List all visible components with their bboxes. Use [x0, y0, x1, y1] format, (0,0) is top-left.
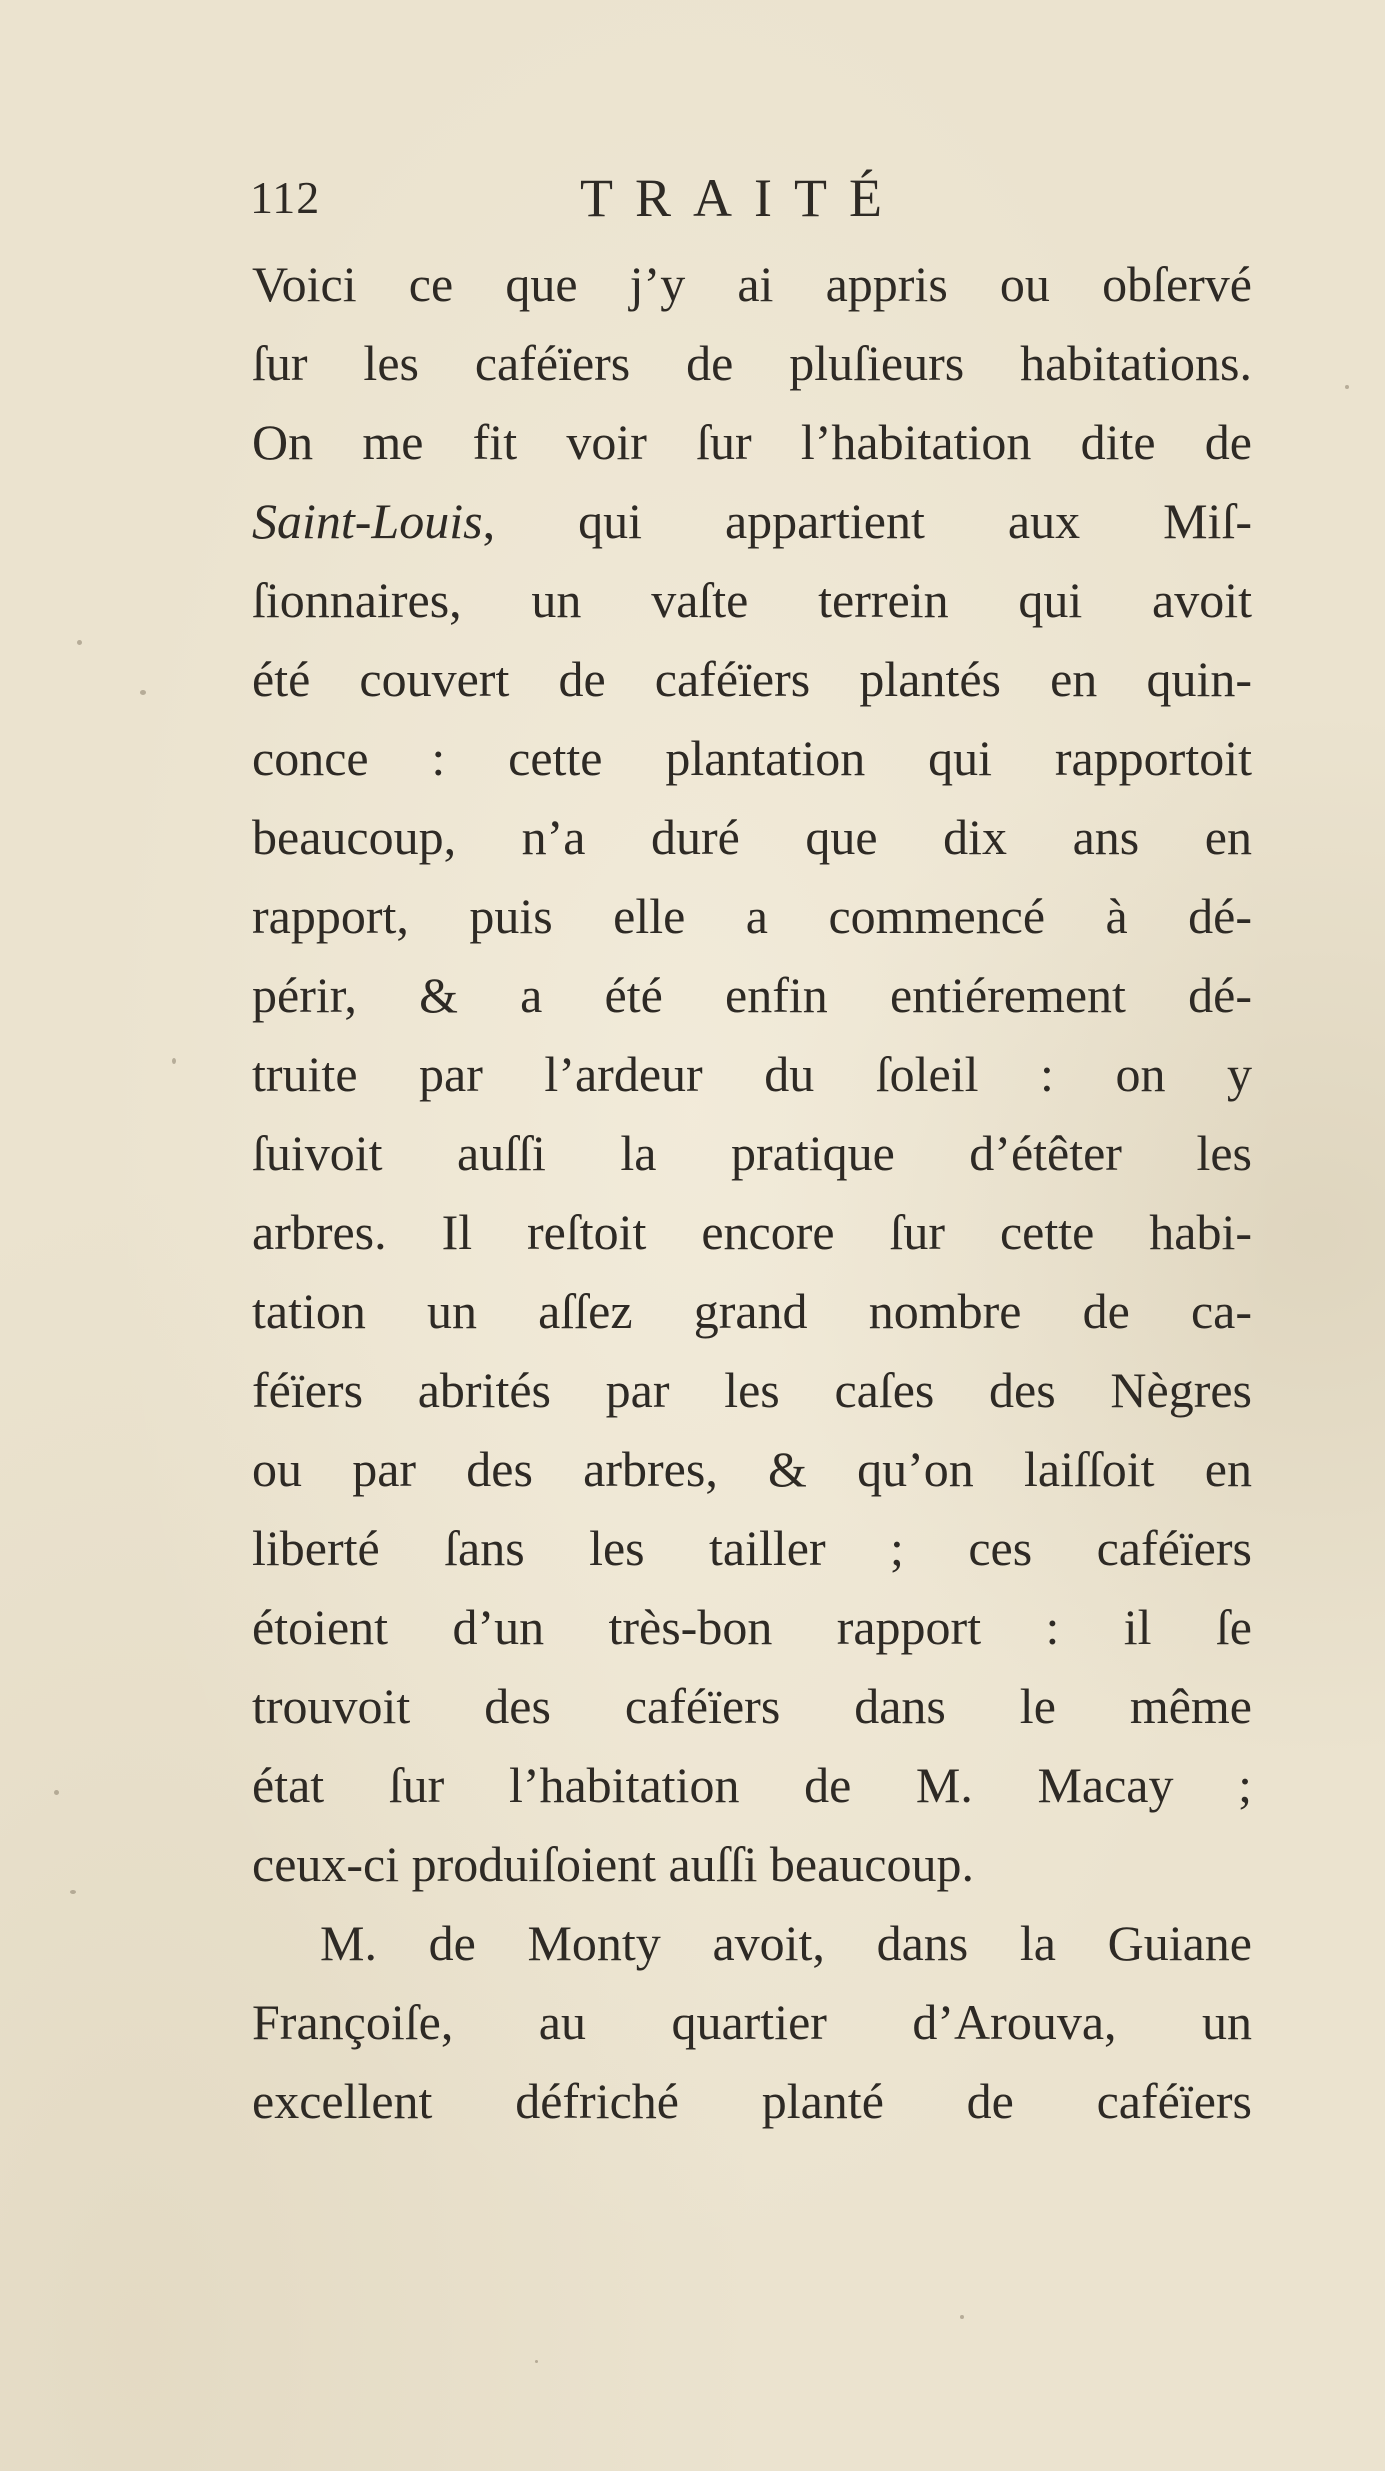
- text-line-22: M. de Monty avoit, dans la Guiane: [320, 1915, 1252, 1971]
- paper-speck: [70, 1890, 76, 1894]
- text-line-4-rest: , qui appartient aux Miſ-: [482, 493, 1252, 549]
- text-line-23: Françoiſe, au quartier d’Arouva, un: [252, 1994, 1252, 2050]
- text-line-16: ou par des arbres, & qu’on laiſſoit en: [252, 1441, 1252, 1497]
- text-line-18: étoient d’un très-bon rapport : il ſe: [252, 1599, 1252, 1655]
- text-line-24: excellent défriché planté de caféïers: [252, 2073, 1252, 2129]
- body-text: [252, 245, 1252, 2141]
- text-line-5: ſionnaires, un vaſte terrein qui avoit: [252, 572, 1252, 628]
- text-line-10: périr, & a été enfin entiérement dé-: [252, 967, 1252, 1023]
- paper-speck: [77, 640, 82, 645]
- text-line-20: état ſur l’habitation de M. Macay ;: [252, 1757, 1252, 1813]
- page-number: 112: [250, 172, 321, 223]
- text-line-19: trouvoit des caféïers dans le même: [252, 1678, 1252, 1734]
- text-line-11: truite par l’ardeur du ſoleil : on y: [252, 1046, 1252, 1102]
- paper-speck: [960, 2315, 964, 2319]
- place-name-italic: Saint-Louis: [252, 493, 483, 549]
- text-line-9: rapport, puis elle a commencé à dé-: [252, 888, 1252, 944]
- text-line-12: ſuivoit auſſi la pratique d’étêter les: [252, 1125, 1252, 1181]
- text-line-6: été couvert de caféïers plantés en quin-: [252, 651, 1252, 707]
- paper-speck: [535, 2360, 538, 2363]
- running-title: TRAITÉ: [580, 168, 904, 228]
- text-line-3: On me fit voir ſur l’habitation dite de: [252, 414, 1252, 470]
- text-line-2: ſur les caféïers de pluſieurs habitations.: [252, 335, 1252, 391]
- paper-speck: [172, 1058, 176, 1064]
- text-line-1: Voici ce que j’y ai appris ou obſervé: [252, 256, 1252, 312]
- text-line-7: conce : cette plantation qui rapportoit: [252, 730, 1252, 786]
- page-header: [250, 168, 1250, 238]
- text-line-8: beaucoup, n’a duré que dix ans en: [252, 809, 1252, 865]
- paper-speck: [140, 690, 146, 695]
- text-line-4: [252, 482, 1252, 561]
- paper-speck: [1345, 385, 1349, 389]
- text-line-14: tation un aſſez grand nombre de ca-: [252, 1283, 1252, 1339]
- text-line-15: féïers abrités par les caſes des Nègres: [252, 1362, 1252, 1418]
- text-line-17: liberté ſans les tailler ; ces caféïers: [252, 1520, 1252, 1576]
- text-line-21: ceux-ci produiſoient auſſi beaucoup.: [252, 1836, 974, 1892]
- text-line-13: arbres. Il reſtoit encore ſur cette habi-: [252, 1204, 1252, 1260]
- paper-speck: [54, 1790, 59, 1795]
